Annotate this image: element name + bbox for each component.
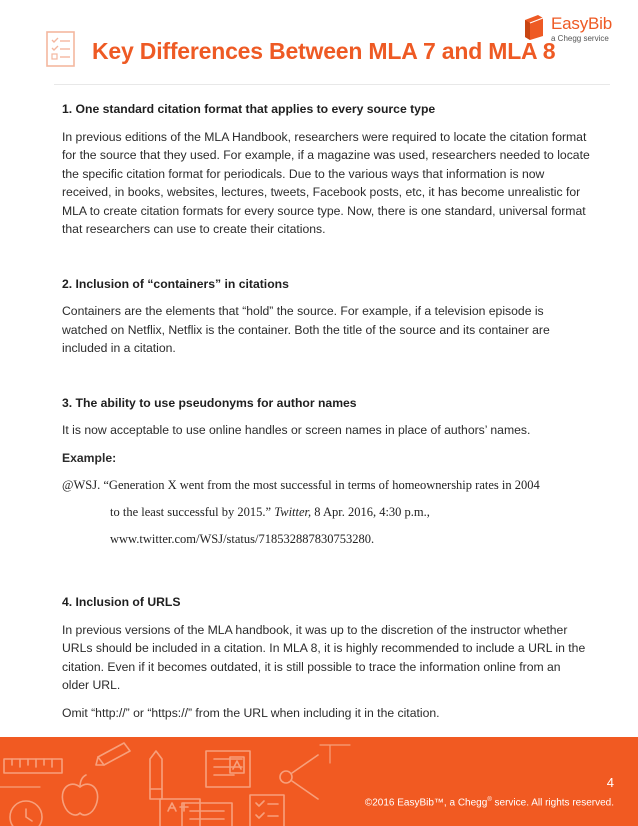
citation-url: www.twitter.com/WSJ/status/718532887830753280.	[110, 532, 375, 546]
copyright-notice	[365, 797, 614, 808]
section-pseudonyms	[62, 394, 590, 558]
citation-text: 8 Apr. 2016, 4:30 p.m.,	[311, 505, 430, 519]
pencil-icon	[96, 743, 130, 765]
section-heading: 3. The ability to use pseudonyms for author names	[62, 395, 357, 410]
notebook-icon	[182, 803, 232, 826]
example-label: Example:	[62, 450, 117, 465]
ruler-icon	[4, 759, 62, 773]
section-paragraph: In previous versions of the MLA handbook, it was up to the discretion of the instructor whether URLs should be included in a citation. In MLA 8, it is highly recommended to include a URL in the citation. Even if it becomes outdated, it is still possible to trace the information online from an older URL.	[62, 622, 586, 692]
page-header	[0, 0, 638, 90]
section-standard-format	[62, 100, 590, 239]
section-heading: 4. Inclusion of URLS	[62, 595, 181, 609]
section-paragraph: Containers are the elements that “hold” the source. For example, if a television episode is watched on Netflix, Netflix is the container. Both the title of the source and its container are included in a citation.	[62, 304, 550, 355]
copyright-text: ©2016 EasyBib™, a Chegg	[364, 797, 488, 809]
easybib-logo-icon	[521, 12, 547, 40]
citation-line-1: @WSJ. “Generation X went from the most successful in terms of homeownership rates in 2004	[62, 478, 540, 492]
document-body	[62, 100, 590, 722]
header-divider	[54, 84, 610, 85]
citation-text: to the least successful by 2015.”	[110, 505, 275, 519]
page-number: 4	[606, 775, 614, 790]
logo-tagline: a Chegg service	[551, 34, 609, 43]
pencil-icon	[150, 751, 162, 799]
footer-pattern	[0, 737, 638, 826]
checklist-icon	[250, 795, 284, 826]
citation-container-title: Twitter,	[274, 505, 312, 519]
section-paragraph: Omit “http://” or “https://” from the URL when including it in the citation.	[62, 705, 440, 720]
scissors-icon	[280, 755, 318, 799]
page-footer	[0, 737, 638, 826]
clock-icon	[10, 801, 42, 826]
easybib-logo	[521, 12, 621, 48]
page-title: Key Differences Between MLA 7 and MLA 8	[92, 38, 556, 64]
registered-mark: ®	[487, 797, 492, 803]
section-paragraph: It is now acceptable to use online handles or screen names in place of authors’ names.	[62, 423, 531, 437]
apple-icon	[62, 775, 97, 815]
section-urls	[62, 593, 590, 722]
section-heading: 1. One standard citation format that applies to every source type	[62, 102, 436, 116]
document-icon	[206, 751, 250, 787]
section-paragraph: In previous editions of the MLA Handbook, researchers were required to locate the citation format for the source that they used. For example, if a magazine was used, researchers needed to locate the specific citation format for periodicals. Due to the various ways that information is now received, in books, websites, lectures, tweets, Facebook posts, etc, it has become unrealistic for MLA to create citation formats for every source type. Now, there is one standard, universal format that researchers can use to create their citations.	[62, 129, 590, 236]
copyright-text: service. All rights reserved.	[491, 797, 614, 809]
example-citation	[62, 476, 590, 557]
checklist-document-icon	[44, 30, 80, 70]
section-containers	[62, 275, 590, 358]
logo-name: EasyBib	[551, 14, 612, 33]
citation-line-2	[62, 503, 590, 530]
section-heading: 2. Inclusion of “containers” in citations	[62, 276, 289, 291]
